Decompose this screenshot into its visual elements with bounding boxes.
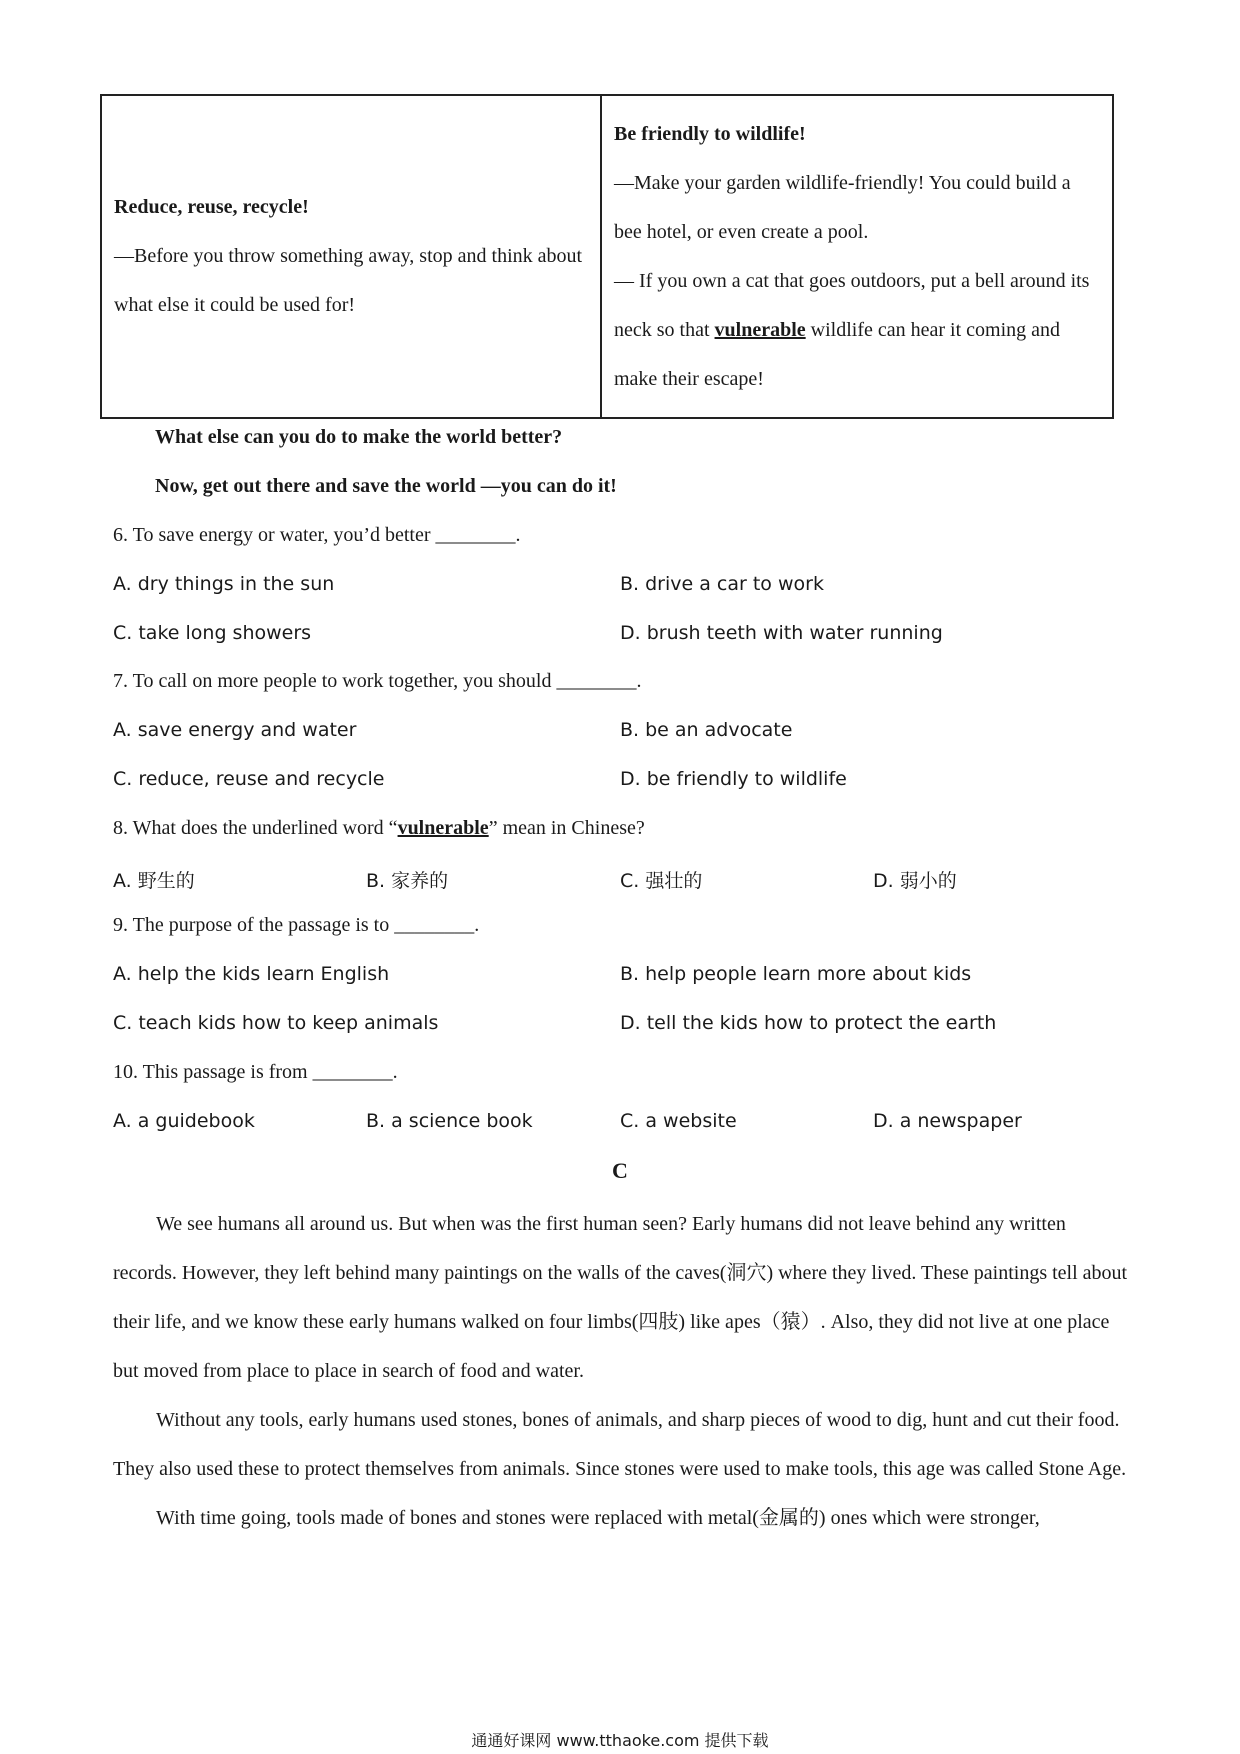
q6-option-c: C. take long showers: [113, 622, 312, 644]
tip-text-part: wildlife can hear it coming and make their escape!: [614, 318, 1061, 390]
page-footer: 通通好课网 www.tthaoke.com 提供下载: [471, 1731, 769, 1750]
tip-text-wildlife-1: —Make your garden wildlife-friendly! You could build a bee hotel, or even create a pool.: [614, 171, 1071, 243]
tip-title-reduce: Reduce, reuse, recycle!: [114, 196, 309, 218]
passage-paragraph-1: We see humans all around us. But when was the first human seen? Early humans did not leave behind any written records. However, they left behind many paintings on the walls of the caves(洞穴) where they lived. These paintings tell about their life, and we know these early humans walked on four limbs(四肢) like apes（猿）. Also, they did not live at one place but moved from place to place in search of food and water.: [113, 1213, 1128, 1382]
q10-option-d: D. a newspaper: [873, 1110, 1022, 1132]
q7-option-b: B. be an advocate: [620, 719, 793, 741]
closing-line-1: What else can you do to make the world better?: [155, 426, 563, 448]
section-c-passage: [113, 1200, 1133, 1543]
tip-text-reduce: —Before you throw something away, stop and think about what else it could be used for!: [114, 245, 583, 316]
q8-option-c: C. 强壮的: [620, 870, 703, 892]
underlined-word: vulnerable: [397, 817, 489, 839]
closing-line-2: Now, get out there and save the world —you can do it!: [155, 475, 617, 497]
question-9-stem: 9. The purpose of the passage is to ________.: [113, 914, 480, 936]
stem-part: 8. What does the underlined word “: [113, 817, 398, 839]
tips-cell-reduce: [101, 95, 601, 418]
q7-option-c: C. reduce, reuse and recycle: [113, 768, 385, 790]
q10-option-a: A. a guidebook: [113, 1110, 255, 1132]
tip-text-part: — If you own a cat that goes outdoors, put a bell around its neck so that: [614, 269, 1090, 341]
q6-option-b: B. drive a car to work: [620, 573, 824, 595]
tips-table: [100, 94, 1114, 419]
question-6-stem: 6. To save energy or water, you’d better ________.: [113, 524, 521, 546]
q9-option-a: A. help the kids learn English: [113, 963, 390, 985]
q9-option-b: B. help people learn more about kids: [620, 963, 972, 985]
tips-cell-wildlife: [601, 95, 1113, 418]
tip-title-wildlife: Be friendly to wildlife!: [614, 122, 806, 145]
q8-option-a: A. 野生的: [113, 870, 195, 892]
q8-option-d: D. 弱小的: [873, 870, 957, 892]
q10-option-c: C. a website: [620, 1110, 737, 1132]
passage-paragraph-2: Without any tools, early humans used stones, bones of animals, and sharp pieces of wood to dig, hunt and cut their food. They also used these to protect themselves from animals. Since stones were used to make tools, this age was called Stone Age.: [113, 1409, 1127, 1480]
question-7-stem: 7. To call on more people to work together, you should ________.: [113, 670, 642, 692]
tip-text-wildlife-2: [614, 257, 1100, 404]
q7-option-d: D. be friendly to wildlife: [620, 768, 847, 790]
q8-option-b: B. 家养的: [366, 870, 449, 892]
passage-paragraph-3: With time going, tools made of bones and stones were replaced with metal(金属的) ones which were stronger,: [156, 1507, 1040, 1529]
stem-part: ” mean in Chinese?: [488, 817, 645, 839]
q10-option-b: B. a science book: [366, 1110, 533, 1132]
section-c-heading: C: [612, 1158, 628, 1183]
question-8-stem: [113, 817, 645, 840]
q7-option-a: A. save energy and water: [113, 719, 357, 741]
underlined-word: vulnerable: [714, 318, 806, 341]
q6-option-d: D. brush teeth with water running: [620, 622, 943, 644]
q9-option-d: D. tell the kids how to protect the earth: [620, 1012, 997, 1034]
q6-option-a: A. dry things in the sun: [113, 573, 335, 595]
q9-option-c: C. teach kids how to keep animals: [113, 1012, 439, 1034]
question-10-stem: 10. This passage is from ________.: [113, 1061, 398, 1083]
